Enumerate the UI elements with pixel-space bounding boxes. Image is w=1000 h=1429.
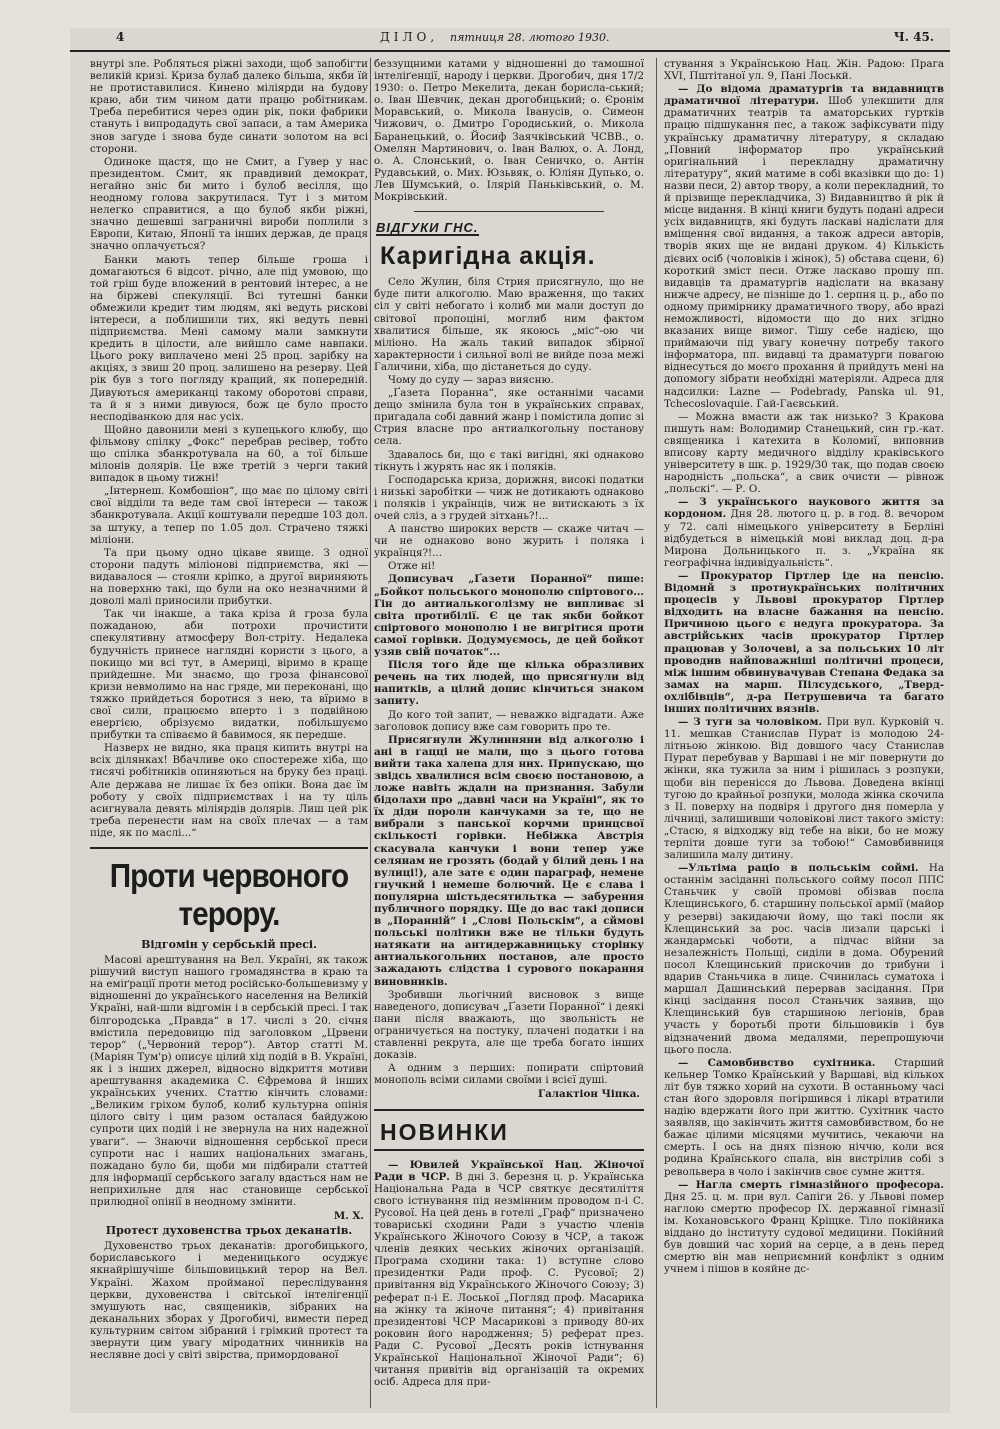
- author-signature: М. Х.: [333, 1210, 364, 1223]
- article-paragraph: Присягнули Жулинняни від алкоголю і ані в гацці не мали, що з цього готова вийти така халепа для них. Припускаю, що звідсь хвалилися всім своєю постановою, а ложе навіть ждали на признання. Забули бідолахи про „давні часи на Україні“, як то їх діди пороли канчуками за те, що не вибрали з панської корчми принцсвої скількості горівки. Небіжка Австрія скасувала канчуки і вони тепер уже селянам не грозять (бодай у білий день і на вулиці!), але зате є один параграф, немене гнучкий і немеше болючий. Це є слава і популярна шістьдесятильтка — забурення публичного порядку. Ще до вас такі дописи в „Поранній“ і „Слові Польскім“, а сймові польські політики вже не тільки будуть натякати на антидержавницьку сторінку антиалькогольних постанов, але просто зажадають слідства і сурового покарання виновників.: [374, 733, 644, 988]
- column-1: [90, 58, 368, 1413]
- article-quote: Дописувач „Ґазети Поранної“ пише: „Бойкот польського монополю спіртового... Гін до антиалькоголізму не випливає зі світа протибілії. Є це так якби бойкот спіртового монополю і не вигрітися проти самої горівки. Додумуємось, де цей бойкот узяв свій початок“...: [374, 573, 644, 659]
- section-rule: [374, 1109, 644, 1111]
- headline-red-terror: Проти червоного терору.: [109, 857, 349, 932]
- newspaper-page: [70, 28, 950, 1413]
- article-paragraph: Банки мають тепер більше гроша і домагаються 6 відсот. річно, але під умовою, що той гріш буде вложений в рентовий інтерес, а не на біржеві спекуляції. Всі тутешні банки обмежили кредит тим людям, які ведуть рискові інтереси, а поблишили тих, які ведуть певні підприємства. Мені самому мали замкнути кредить в цілости, але вийшло саме навпаки. Цього року виплачено мені 25 проц. зарібку на акціях, з звиш 20 проц. залишено на резерву. Цей рік був з того погляду кращий, як попередній. Дивуються американці такому оборотові справи, та й я з ними дивуюся, бож це було просто несподіванкою для нас усіх.: [90, 253, 368, 423]
- news-item-title: — З туги за чоловіком.: [678, 716, 823, 729]
- news-item-text: При вул. Курковій ч. 11. мешкав Станислав Пурат із молодою 24-літньою жінкою. Від довшого часу Станислав Пурат перебував у Варшаві і не міг повернути до жінки, яка тужила за ним і рішилась з розпуки, щоби він перенісся до Львова. Доведена вкінці тугою до крайньої розпуки, молода жінка скочила з II. поверху на подвіря і другого дня померла у лічниці, залишивши чоловікові лист такого змісту: „Стасю, я відходжу від тебе на віки, бо не можу терпіти довше туги за тобою!“ Самовбивниця залишила малу дитину.: [664, 716, 944, 862]
- article-paragraph: Здавалось би, що є такі вигідні, які однаково тікнуть і журять нас як і поляків.: [374, 448, 644, 473]
- column-3: [664, 58, 944, 1413]
- article-paragraph: Одиноке щастя, що не Смит, а Гувер у нас президентом. Смит, як правдивий демократ, негайно зніс би мито і булоб весілля, що неодному голова закрутилася. Тут і з митом нелегко справитися, а що булоб якби ріжні, значно дешевші заграничні вироби поплили з Европи, Китаю, Японії та інших держав, де праця значно оплачується?: [90, 155, 368, 253]
- news-item-title: — Прокуратор Гіртлер іде на пенсію.: [678, 569, 944, 582]
- section-rule: [414, 211, 604, 212]
- news-item-title: — Нагла смерть гімназійного професора.: [678, 1178, 944, 1191]
- article-paragraph: Отже ні!: [388, 560, 436, 573]
- news-item-text: Дня 25. ц. м. при вул. Сапіги 26. у Львові помер наглою смертю професор IX. державної гімназії ім. Кохановського Франц Кріщке. Тіло покійника віддано до інституту судової медицини. Покійний був довший час хорий на серце, а в день перед смертю він мав неприємний конфлікт з одним учнем і пішов в кояйне дс-: [664, 1190, 944, 1276]
- article-paragraph: беззущними катами у відношенні до тамошної інтеліґенції, народу і церкви. Дрогобич, дня 17/2 1930: о. Петро Мекелита, декан борисла-ський; о. Іван Шевчик, декан дрогобицький; о. Єронім Моравський, о. Микола Іванусів, о. Симеон Чижович, о. Дмитро Городиський, о. Микола Баранецький, о. Йосиф Заячківський ЧСВВ., о. Омелян Мартинович, о. Іван Валюх, о. А. Лонд, о. А. Слонський, о. Іван Сеничко, о. Антін Рудавський, о. Мих. Юзьвяк, о. Юліян Дупько, о. Лев Шумський, о. Ілярій Паньківський, о. М. Мокрівський.: [374, 58, 644, 204]
- article-paragraph: Назверх не видно, яка праця кипить внутрі на всіх ділянках! Вбачливе око спостереже хіба, що тисячі робітників опиняються на бруку без праці. Але держава не лишає їх без опіки. Вона дає їм роботу у своїх підприємствах і на ту ціль асигнувала девять міліярдів долярів. Лиш цей рік треба перенести нам на своїх плечах — а там піде, як по маслі...“: [90, 742, 368, 839]
- article-paragraph: Зробивши льогічний висновок з вище наведеного, дописувач „Ґазети Поранної“ і деякі пани після вважають, що звольність не ограничується на постуку, плачені податки і на ставленні рекрута, але ще треба богато інших доказів.: [374, 988, 644, 1062]
- section-rule: [90, 847, 368, 849]
- article-paragraph: Село Жулин, біля Стрия присягнуло, що не буде пити алкоголю. Маю враження, що таких сіл у світі небогато і колиб ми мали доступ до світової пропоціні, моглиб ним фактом хвалитися більше, як якоюсь „міс“-ою чи міліоно. На жаль такий випадок збірної характерности і сильної волі не вийде поза межі Галичини, хіба, що дістанеться до суду.: [374, 276, 644, 373]
- article-paragraph: внутрі зле. Робляться ріжні заходи, щоб запобігти великій кризі. Криза булаб далеко більша, якби їй не протиставилися. Кинено міліярди на будову краю, аби тим чином дати працю робітникам. Треба перебитися через один рік, поки фабрики стануть і випродадуть свої запаси, а там Америка знов загуде і знова буде синати золотом на всі сторони.: [90, 58, 368, 155]
- article-paragraph: До кого той запит, — неважко відгадати. Аже заголовок допису вже сам говорить про те.: [374, 708, 644, 733]
- article-paragraph: Щойно давонили мені з купецького клюбу, що фільмову спілку „Фокс“ перебрав ресівер, тобто що спілка збанкротувала на 60, а тої більше мілонів долярів. Це вже третій з черги такий випадок в цьому тижні!: [90, 423, 368, 485]
- headline-action: Каригідна акція.: [380, 242, 596, 271]
- news-item-title: —Ультіма раціо в польськім соймі.: [678, 862, 919, 875]
- column-divider: [370, 58, 371, 1408]
- news-item-text: Дня 28. лютого ц. р. в год. 8. вечором у 72. салі німецького університету в Берліні відбудеться в німецькій мові виклад доц. д-ра Мирона Дольницького п. з. „Україна як географічна індивідуальність“.: [664, 508, 944, 569]
- article-paragraph: Та при цьому одно цікаве явище. З одної сторони падуть міліонові підприємства, які — видавалося — стояли кріпко, а другої вириняють на поверхню такі, що були на око незначними й доволі малі приносили прибутки.: [90, 546, 368, 608]
- column-divider: [656, 58, 657, 1408]
- article-paragraph: Духовенство трьох деканатів: дрогобицького, бориславського і меденицького осуджує якнайрішучіше більшовицький терор на Вел. Україні. Жахом пройманої переслідування церкви, духовенства і світської інтелігенції змушують нас, священиків, зібраних на деканальних зборах у Дрогобичі, вимести перед культурним світом зібраний і грімкий протест та звернути цим увагу міродатних чинників на неслявне досі у світі звірства, примордованої: [90, 1240, 368, 1362]
- article-paragraph: Господарська криза, дорижня, високі податки і низькі заробітки — чиж не дотикають однаково і поляків і українців, чиж не витискають з їх очей сліз, а з грудей зітхань?!...: [374, 473, 644, 522]
- news-item-title: — До відома драматургів та видавництв драматичної літератури.: [664, 83, 944, 108]
- masthead: [70, 28, 950, 52]
- news-section-heading: НОВИНКИ: [380, 1118, 509, 1145]
- issue-number: Ч. 45.: [893, 30, 934, 44]
- subheadline: Протест духовенства трьох деканатів.: [105, 1224, 353, 1238]
- article-paragraph: Після того йде ще кілька образливих речень на тих людей, що присягнули від напитків, а цілий допис кінчиться знаком запиту.: [374, 659, 644, 708]
- news-item-text: На останнім засіданні польського сойму посол ППС Станьчик у своїй промові обізвав посла Клещинського, б. старшину польської армії (майор у резерві) закидаючи йому, що такі посли як Клещинський за рос. часів лизали царські і жандармські чоботи, а підчас війни за незалежність Польщі, сиділи в дома. Обурений посол Клещинський прискочив до трибуни і вдарив Станьчика в лице. Счинилась суматоха і маршал Дашинський перервав засідання. При кінці засідання посол Станьчик заявив, що Клещинський був старшиною легіонів, брав участь у боротьбі проти більшовиків і був відзначений двома медалями, перепрошуючи цього посла.: [664, 862, 944, 1056]
- news-item-title: — Ювилей Української Нац. Жіночої Ради в ЧСР.: [374, 1158, 644, 1183]
- article-paragraph: „Ґазета Поранна“, яке останніми часами дещо змінила була тон в українських справах, пригадала собі давний жанр і помістила допис зі Стрия власне про антиалкогольну постанову села.: [374, 387, 644, 448]
- article-paragraph: „Інтернеш. Комбошіон“, що має по цілому світі свої відділи та веде там свої інтереси — також збанкротувала. Акції коштували передше 103 дол. за штуку, а тепер по 1.05 дол. Страчено тяжкі міліони.: [90, 485, 368, 546]
- section-tag: ВІДГУКИ ГНС.: [376, 220, 479, 236]
- column-2: [374, 58, 644, 1413]
- news-item-text: Шоб улекшити для драматичних театрів та аматорських гуртків працю підшукання пес, а також зафіксувати піду українську драматичну літературу, я складаю „Повний інформатор про український оригінальний і перекладну драматичну літературу“, який матиме в собі вказівки що до: 1) назви песи, 2) автор твору, а коли перекладний, то й прізвище перекладчика, 3) Видавництво й рік й місце видання. В кінці книги будуть подані адреси усіх видавництв, які будуть ласкаві надіслати для вміщення свої видання, а також адреси авторів, творів яких ще не видані друком. 4) Кількість дієвих осіб (чоловіків і жінок), 5) обстава сцени, 6) короткий зміст песи. Отже ласкаво прошу пп. видавців та драматургів надіслати на вказану нижче адресу, не пізніше до 1. серпня ц. р., або по одному примірнику драматичного твору, або врazі неможливості, відомости що до них згідно вказаних вище вимог. Тішу себе надією, що приймаючи під увагу конечну потребу такого інформатора, пп. видавці та драматурги повагою віднесуться до моєго прохання й прийдуть мені на допомогу зібрати необхідні матеріяли. Адреса для надсилки: Lazne — Podebrady, Panska ul. 91, Tchecoslovaquie. Гай-Гаєвський.: [664, 95, 944, 410]
- author-signature: Галактіон Чіпка.: [538, 1088, 640, 1101]
- subheadline: Відгомін у сербській пресі.: [141, 938, 317, 951]
- news-item-text: В дні 3. березня ц. р. Українська Національна Рада в ЧСР святкує десятиліття свого істнування під незмінним проводом п-і С. Русової. На цей день в готелі „Граф“ призначено товариські сходини Ради з участю членів Українського Жіночого Союзу в ЧСР, а також членів деяких чеських жіночих організацій. Програма сходини така: 1) вступне слово президентки Ради проф. С. Русової; 2) привітання від Українського Жіночого Союзу; 3) реферат п-і Е. Лоської „Погляд проф. Масарика на жінку та жіноче питання“; 4) привітання президентові ЧСР Масарикові з приводу 80-их роковин його народження; 5) реферат през. Ради С. Русової „Десять років істнування Української Національної Жіночої Ради“; 6) читання привітів від організацій та окремих осіб. Адреса для при-: [374, 1170, 644, 1389]
- article-paragraph: Масові арештування на Вел. Україні, як також рішучий виступ нашого громадянства в краю та на еміґрації проти метод російсько-большевизму у відношенні до українського населення на Великій Україні, най-шли відгомін і в сербській пресі. І так білгородська „Правда“ в 17. числі з 20. січня вмістила передовицю під заголовком „Црвени терор“ („Червоний терор“). Автор статті М. (Маріян Тум'р) описує цілий хід подій в В. Україні, як і з інших джерел, відносно відкриття мотиви арештування академика С. Єфремова й інших українських учених. Статтю кінчить словами: „Великим гріхом булоб, колиб культурна опінія цілого світу і цим разом осталася байдужою супроти цих подій і не звернула на них надежної уваги“. — Знаючи відношення сербської преси супроти нас і наших національних змагань, пожадано було би, щоби ми підбирали статтей для інформації сербського загалу вдасться нам не неприхильне для нас становище сербської прилюдної опінії в неодному змінити.: [90, 954, 368, 1208]
- paper-name: ДІЛО,: [380, 30, 439, 44]
- page-number: 4: [116, 30, 125, 44]
- article-paragraph: Так чи інакше, а така кріза й гроза була пожаданою, аби потрохи прочистити спекулятивну атмосферу Вол-стріту. Недалека будучність принесе наглядні користи з цього, а покищо ми всі тут, в Америці, віримо в краще прийдешне. Ми знаємо, що гроза фінансової кризи невмолимо на нас гряде, ми переконані, що тяжко прийдеться боротися з нею, та вїримо в свої сили, працюємо вперто і з подвійною енергією, обрізуємо видатки, побільшуємо прибутки та співаємо й бавимося, як передше.: [90, 608, 368, 742]
- issue-date: пятниця 28. лютого 1930.: [450, 31, 610, 44]
- article-paragraph: Чому до суду — зараз виясню.: [388, 373, 554, 386]
- section-rule: [374, 1149, 644, 1151]
- news-item-title: — Самовбивство сухітника.: [678, 1056, 876, 1069]
- article-paragraph: А одним з перших: попирати спіртовий монополь всіми силами своїми і всієї душі.: [374, 1062, 644, 1087]
- news-item-text: — Можна вмасти аж так низько? З Кракова пишуть нам: Володимир Станецький, син гр.-кат. священика і катехита в Коломиї, виповнив вписову карту медичного відділу краківського університету в шк. р. 1929/30 так, що подав своєю народність „польска“, а свик очиcти — рівнож „польскі“. — Р. О.: [664, 410, 944, 496]
- article-paragraph: А панство широких верств — скаже читач — чи не однаково воно журить і поляка і українця?!...: [374, 523, 644, 560]
- news-item-title: — З українського наукового життя за кордоном.: [664, 496, 944, 521]
- news-item-text: Старший кельнер Томко Країнський у Варшаві, від кількох літ був тяжко хорий на сухоти. В останньому часі стан його здоровля погіршився і лікарі втратили надію вдержати його при життю. Сухітник часто заявляв, що закінчить життя самовбивством, бо не бажає цілими місяцями мучитись, чекаючи на смерть. І ось на днях пізною ніччю, коли вся родина Країнського спала, він вистрілив собі з револьвера в чоло і закінчив своє сумне життя.: [664, 1056, 944, 1178]
- article-paragraph: стування з Українською Нац. Жін. Радою: Прага XVI, Пштітаної ул. 9, Пані Лоськй.: [664, 58, 944, 83]
- news-item-text: Відомий з протиукраїнських політичних процесів у Львові прокуратор Гіртлер відходить на власне бажання на пенсію. Причиною цього є недуга прокуратора. За австрійських часів прокуратор Гіртлер працював у Золочеві, а за польських 10 літ проводив найповажніші політичні процеси, між іншим обвинувачував Степана Федака за замах на марш. Пілсудського, „Тверд-охлібівців“, д-ра Петрушевича та багато інших політичних вязнів.: [664, 582, 944, 715]
